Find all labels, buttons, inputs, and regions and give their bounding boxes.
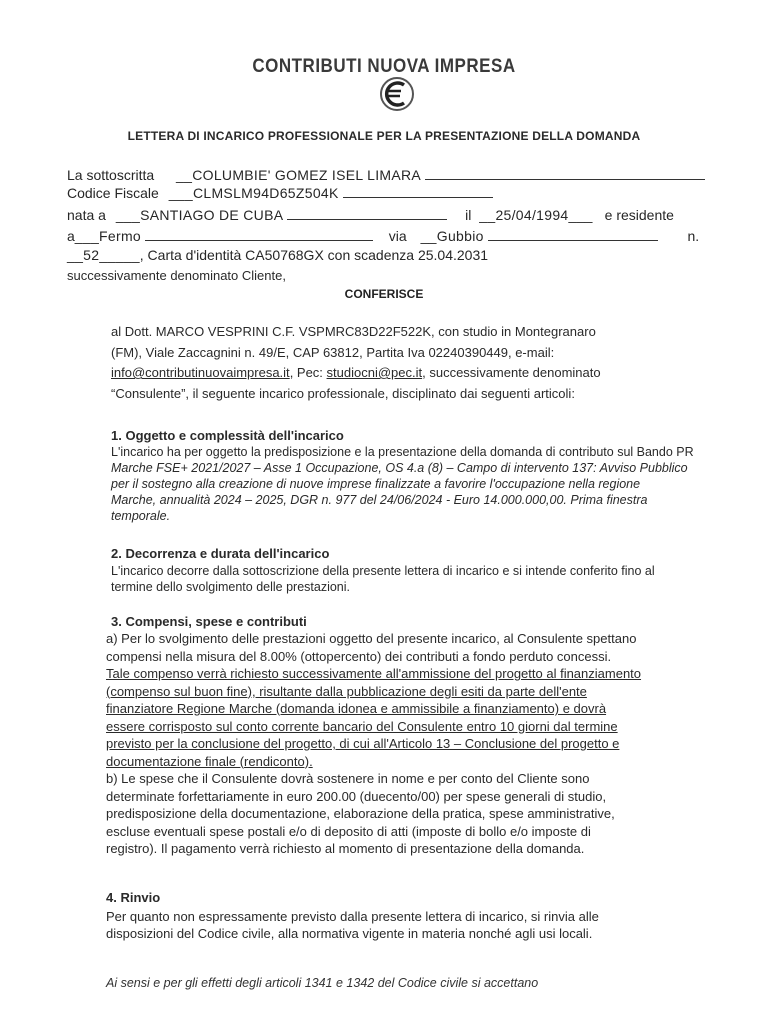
city-value: ___Fermo bbox=[74, 228, 142, 244]
label-codice-fiscale: Codice Fiscale bbox=[67, 185, 159, 201]
fill-rule bbox=[145, 228, 373, 241]
section-line: (compenso sul buon fine), risultante dalla pubblicazione degli esiti da parte dell'ente bbox=[106, 683, 587, 699]
section-line: predisposizione della documentazione, elaborazione della pratica, spese amministrative, bbox=[106, 806, 615, 821]
id-card-line bbox=[67, 247, 488, 263]
section-line: compensi nella misura del 8.00% (ottopercento) dei contributi a fondo perduto concessi. bbox=[106, 648, 612, 664]
section-line: essere corrisposto sul conto corrente bancario del Consulente entro 10 giorni dal termine bbox=[106, 718, 618, 734]
label-via: via bbox=[388, 228, 407, 244]
consultant-line: al Dott. MARCO VESPRINI C.F. VSPMRC83D22F522K, con studio in Montegranaro bbox=[111, 324, 596, 339]
conferisce-heading: CONFERISCE bbox=[344, 287, 424, 301]
birth-date-value: __25/04/1994___ bbox=[479, 207, 593, 223]
section-line: Tale compenso verrà richiesto successivamente all'ammissione del progetto al finanziamento bbox=[106, 666, 642, 681]
label-il: il bbox=[465, 207, 472, 223]
section-1-body bbox=[111, 444, 731, 524]
fill-rule bbox=[343, 185, 493, 198]
consultant-line: (FM), Viale Zaccagnini n. 49/E, CAP 63812, Partita Iva 02240390449, e-mail: bbox=[111, 344, 555, 360]
section-line: Per quanto non espressamente previsto dalla presente lettera di incarico, si rinvia alle bbox=[106, 909, 599, 924]
client-name-value: __COLUMBIE' GOMEZ ISEL LIMARA bbox=[176, 167, 422, 183]
section-line: documentazione finale (rendiconto). bbox=[106, 753, 313, 769]
fill-rule bbox=[488, 228, 658, 241]
acceptance-note: Ai sensi e per gli effetti degli articoli 1341 e 1342 del Codice civile si accettano bbox=[106, 976, 539, 990]
id-card-text: , Carta d'identità CA50768GX con scadenza 25.04.2031 bbox=[139, 247, 489, 263]
label-residente: e residente bbox=[604, 207, 674, 223]
tax-code-value: ___CLMSLM94D65Z504K bbox=[168, 185, 339, 201]
section-1-heading: 1. Oggetto e complessità dell'incarico bbox=[111, 428, 344, 443]
section-line: Marche, annualità 2024 – 2025, DGR n. 977 del 24/06/2024 - Euro 14.000.000,00. Prima finestra bbox=[111, 493, 648, 507]
birth-line bbox=[67, 207, 727, 223]
section-line: Marche FSE+ 2021/2027 – Asse 1 Occupazione, OS 4.a (8) – Campo di intervento 137: Avviso Pubblico bbox=[111, 461, 688, 475]
street-value: __Gubbio bbox=[420, 228, 484, 244]
section-line: previsto per la conclusione del progetto, di cui all'Articolo 13 – Conclusione del progetto e bbox=[106, 736, 620, 751]
client-name-line bbox=[67, 167, 705, 183]
section-line: b) Le spese che il Consulente dovrà sostenere in nome e per conto del Cliente sono bbox=[106, 771, 590, 786]
pec-link[interactable]: studiocni@pec.it bbox=[326, 365, 423, 380]
section-line: per il sostegno alla creazione di nuove imprese finalizzate a favorire l'occupazione nella regione bbox=[111, 477, 641, 491]
client-denomination: successivamente denominato Cliente, bbox=[67, 268, 286, 283]
fill-rule bbox=[425, 167, 705, 180]
section-line: temporale. bbox=[111, 509, 171, 523]
section-2-heading: 2. Decorrenza e durata dell'incarico bbox=[111, 546, 330, 561]
section-line: determinate forfettariamente in euro 200.00 (duecento/00) per spese generali di studio, bbox=[106, 788, 607, 804]
section-2-body bbox=[111, 563, 731, 595]
section-line: L'incarico ha per oggetto la predisposizione e la presentazione della domanda di contributo sul Bando PR bbox=[111, 445, 694, 459]
section-line: L'incarico decorre dalla sottoscrizione della presente lettera di incarico e si intende conferito fino al bbox=[111, 564, 655, 578]
label-a: a bbox=[67, 228, 75, 244]
section-line: registro). Il pagamento verrà richiesto al momento di presentazione della domanda. bbox=[106, 841, 585, 856]
section-line: disposizioni del Codice civile, alla normativa vigente in materia nonché agli usi locali. bbox=[106, 926, 593, 941]
consultant-paragraph bbox=[111, 322, 731, 404]
section-3-body bbox=[106, 630, 731, 858]
consultant-line: “Consulente”, il seguente incarico professionale, disciplinato dai seguenti articoli: bbox=[111, 385, 575, 401]
client-details bbox=[67, 167, 727, 277]
section-4-body bbox=[106, 908, 731, 942]
consultant-contacts-line bbox=[111, 363, 731, 384]
pec-label: , Pec: bbox=[289, 365, 327, 380]
label-nata-a: nata a bbox=[67, 207, 106, 223]
euro-icon bbox=[377, 74, 417, 114]
document-subtitle: LETTERA DI INCARICO PROFESSIONALE PER LA PRESENTAZIONE DELLA DOMANDA bbox=[127, 129, 641, 143]
section-line: escluse eventuali spese postali e/o di deposito di atti (imposte di bollo e/o imposte di bbox=[106, 823, 591, 839]
consultant-tail: , successivamente denominato bbox=[422, 365, 601, 380]
section-4-heading: 4. Rinvio bbox=[106, 890, 161, 905]
fill-rule bbox=[287, 207, 447, 220]
tax-code-line bbox=[67, 185, 493, 201]
section-line: finanziatore Regione Marche (domanda idonea e ammissibile a finanziamento) e dovrà bbox=[106, 701, 607, 716]
section-3-heading: 3. Compensi, spese e contributi bbox=[111, 614, 307, 629]
address-line bbox=[67, 228, 727, 244]
label-n: n. bbox=[687, 228, 700, 244]
label-sottoscritta: La sottoscritta bbox=[67, 167, 155, 183]
section-line: termine dello svolgimento delle prestazioni. bbox=[111, 580, 351, 594]
document-title: CONTRIBUTI NUOVA IMPRESA bbox=[252, 54, 516, 77]
email-link[interactable]: info@contributinuovaimpresa.it bbox=[111, 365, 290, 380]
section-line: a) Per lo svolgimento delle prestazioni oggetto del presente incarico, al Consulente spettano bbox=[106, 631, 637, 646]
birth-place-value: ___SANTIAGO DE CUBA bbox=[115, 207, 284, 223]
house-number-value: __52_____ bbox=[67, 247, 140, 263]
